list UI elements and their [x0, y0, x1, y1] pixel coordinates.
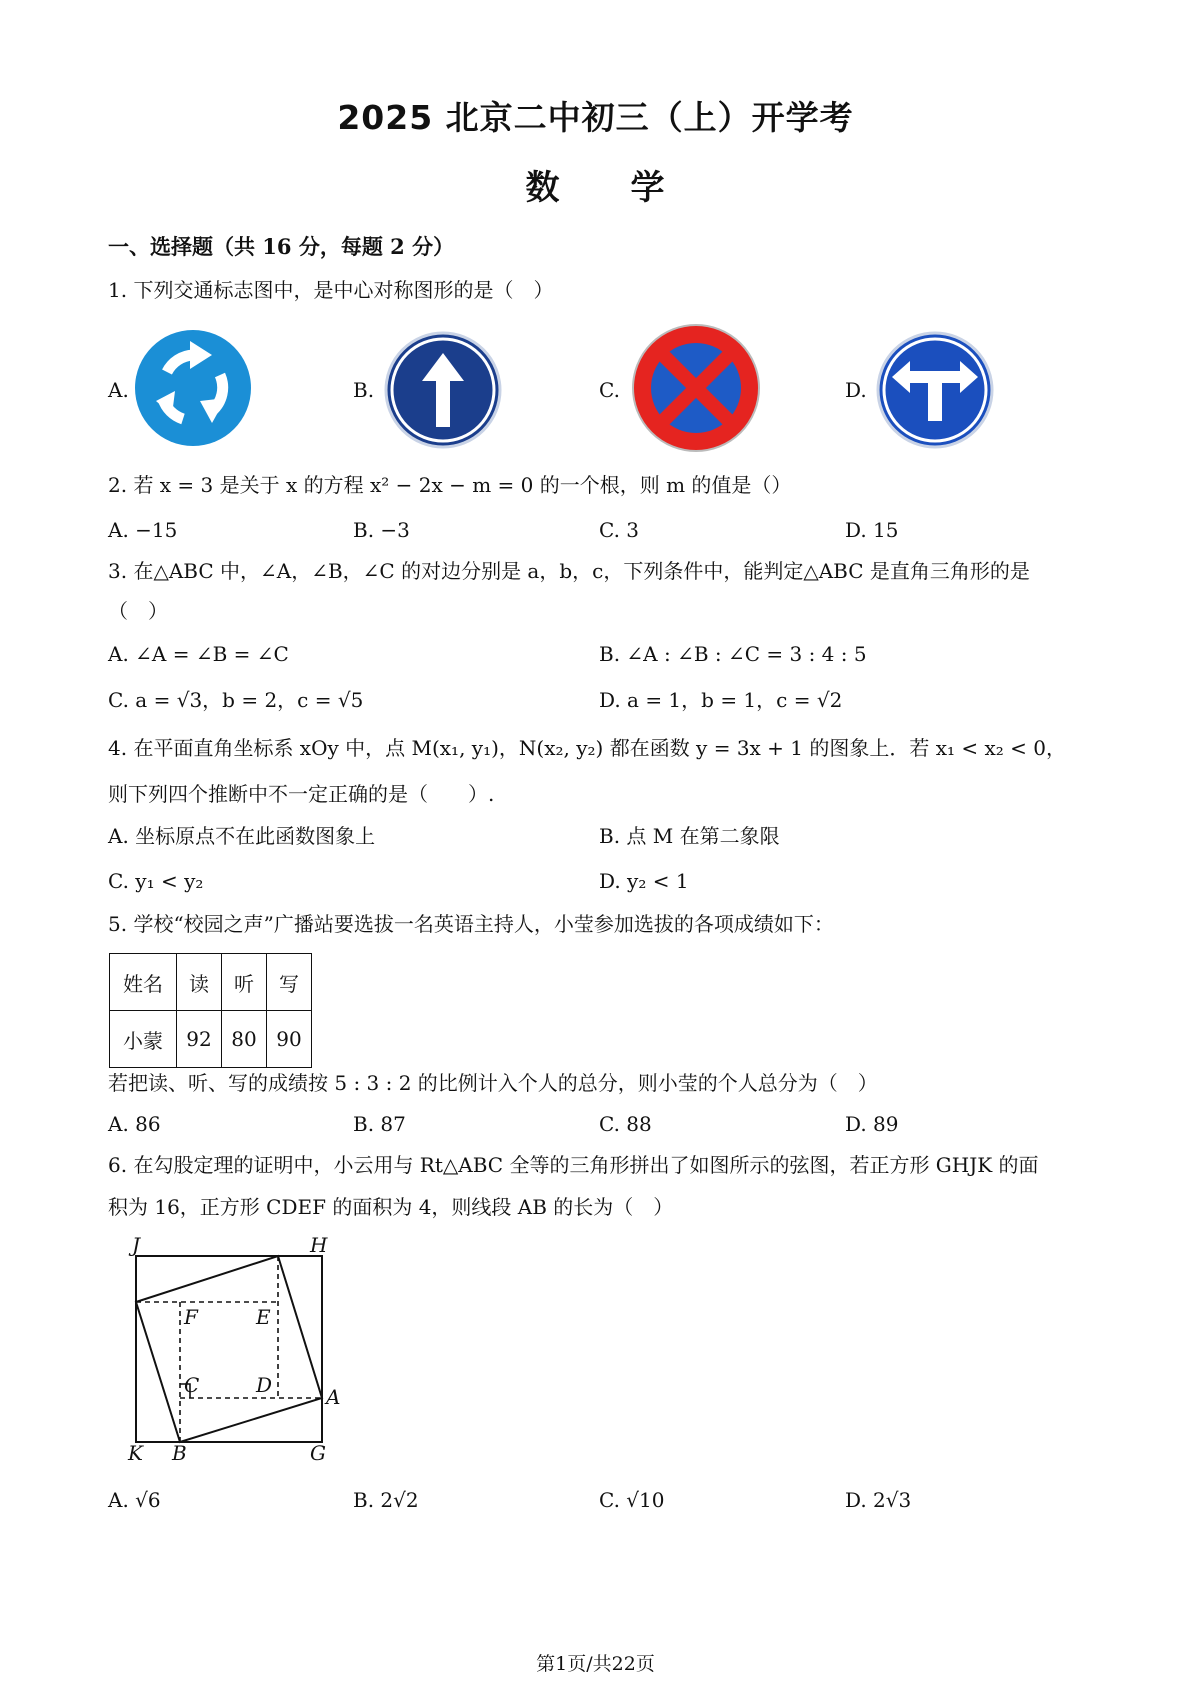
question-3-stem: 3. 在△ABC 中，∠A，∠B，∠C 的对边分别是 a，b，c，下列条件中，能判定△ABC 是直角三角形的是: [108, 559, 1030, 583]
table-cell: 92: [177, 1011, 222, 1068]
q1-option-b-label: B.: [353, 378, 375, 402]
question-3-stem-cont: （ ）: [108, 599, 168, 623]
label-c: C: [184, 1373, 200, 1397]
q4-option-b: B. 点 M 在第二象限: [599, 824, 780, 848]
q2-option-d: D. 15: [845, 518, 899, 542]
turn-left-or-right-sign-icon: [876, 331, 994, 449]
q1-option-a-label: A.: [108, 378, 129, 402]
section-heading: 一、选择题（共 16 分，每题 2 分）: [108, 234, 455, 259]
label-f: F: [184, 1305, 198, 1329]
subject-title: 数 学: [525, 168, 666, 208]
table-row: [110, 1011, 312, 1068]
table-header-cell: 姓名: [110, 954, 177, 1011]
label-d: D: [256, 1373, 273, 1397]
q1-option-c-label: C.: [599, 378, 620, 402]
q3-option-b: B. ∠A : ∠B : ∠C = 3 : 4 : 5: [599, 642, 867, 666]
question-6-stem-cont: 积为 16，正方形 CDEF 的面积为 4，则线段 AB 的长为（ ）: [108, 1195, 674, 1219]
label-k: K: [128, 1441, 143, 1462]
inner-tilted-square: [136, 1256, 322, 1442]
q6-option-a: A. √6: [108, 1488, 161, 1512]
straight-ahead-sign-icon: [384, 331, 502, 449]
question-1-stem: 1. 下列交通标志图中，是中心对称图形的是（ ）: [108, 278, 554, 302]
q4-option-d: D. y₂ < 1: [599, 869, 689, 893]
q2-option-c: C. 3: [599, 518, 640, 542]
q4-option-a: A. 坐标原点不在此函数图象上: [108, 824, 376, 848]
label-g: G: [310, 1441, 326, 1462]
q3-option-a: A. ∠A = ∠B = ∠C: [108, 642, 289, 666]
q5-option-a: A. 86: [108, 1112, 161, 1136]
pythagorean-square-diagram: [120, 1232, 360, 1462]
table-header-cell: 写: [267, 954, 312, 1011]
q1-option-d-label: D.: [845, 378, 867, 402]
q5-option-b: B. 87: [353, 1112, 406, 1136]
q5-option-d: D. 89: [845, 1112, 899, 1136]
question-4-stem-cont: 则下列四个推断中不一定正确的是（ ）.: [108, 782, 495, 806]
q6-option-d: D. 2√3: [845, 1488, 912, 1512]
question-4-stem: 4. 在平面直角坐标系 xOy 中，点 M(x₁, y₁)，N(x₂, y₂) 都在函数 y = 3x + 1 的图象上．若 x₁ < x₂ < 0，: [108, 736, 1066, 760]
question-2-stem: 2. 若 x = 3 是关于 x 的方程 x² − 2x − m = 0 的一个根，则 m 的值是（）: [108, 473, 792, 497]
table-header-cell: 读: [177, 954, 222, 1011]
score-table: [109, 953, 312, 1068]
table-header-cell: 听: [222, 954, 267, 1011]
table-cell: 90: [267, 1011, 312, 1068]
question-6-stem: 6. 在勾股定理的证明中，小云用与 Rt△ABC 全等的三角形拼出了如图所示的弦图，若正方形 GHJK 的面: [108, 1153, 1039, 1177]
label-e: E: [256, 1305, 271, 1329]
q4-option-c: C. y₁ < y₂: [108, 869, 204, 893]
q3-option-c: C. a = √3，b = 2，c = √5: [108, 688, 364, 712]
q6-option-b: B. 2√2: [353, 1488, 419, 1512]
table-header-row: [110, 954, 312, 1011]
no-parking-sign-icon: [631, 323, 761, 453]
question-5-stem: 5. 学校“校园之声”广播站要选拔一名英语主持人，小莹参加选拔的各项成绩如下：: [108, 912, 834, 936]
label-b: B: [172, 1441, 187, 1462]
table-cell: 80: [222, 1011, 267, 1068]
roundabout-sign-icon: [132, 327, 254, 449]
q2-option-b: B. −3: [353, 518, 410, 542]
page-title: 2025 北京二中初三（上）开学考: [337, 98, 854, 137]
q2-option-a: A. −15: [108, 518, 178, 542]
label-j: J: [132, 1233, 141, 1257]
page-number: 第1页/共22页: [536, 1653, 655, 1675]
label-a: A: [326, 1385, 341, 1409]
label-h: H: [310, 1233, 328, 1257]
q3-option-d: D. a = 1，b = 1，c = √2: [599, 688, 843, 712]
question-5-stem-cont: 若把读、听、写的成绩按 5 : 3 : 2 的比例计入个人的总分，则小莹的个人总分为（ ）: [108, 1071, 878, 1095]
q5-option-c: C. 88: [599, 1112, 652, 1136]
table-cell: 小蒙: [110, 1011, 177, 1068]
outer-square-ghjk: [136, 1256, 322, 1442]
q6-option-c: C. √10: [599, 1488, 665, 1512]
